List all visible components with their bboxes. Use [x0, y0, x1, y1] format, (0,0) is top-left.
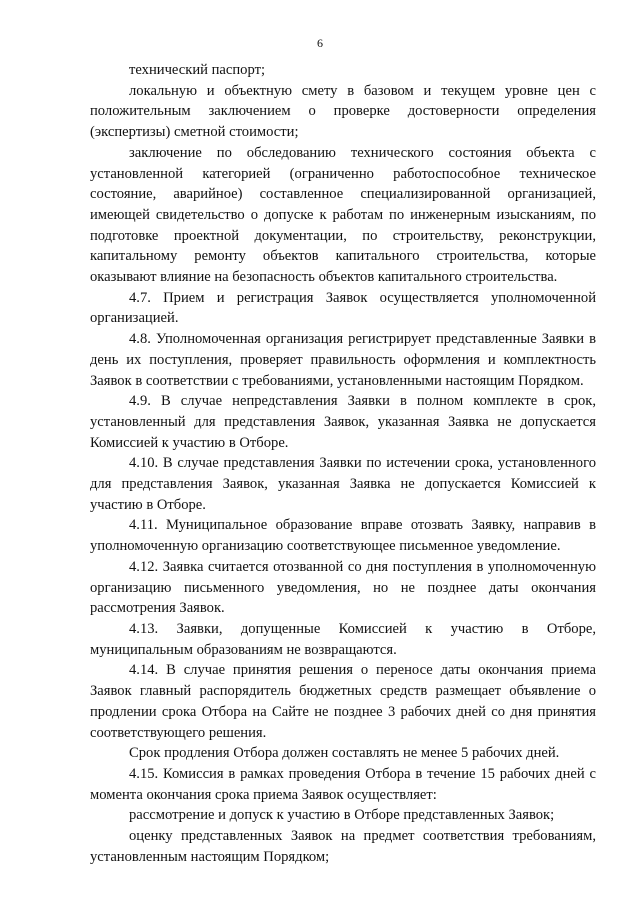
paragraph: технический паспорт; — [129, 62, 266, 78]
paragraph: оценку представленных Заявок на предмет соответствия требованиям, установленным настоящим Порядком; — [90, 828, 596, 865]
paragraph: 4.15. Комиссия в рамках проведения Отбора в течение 15 рабочих дней с момента окончания срока приема Заявок осуществляет: — [90, 765, 596, 803]
paragraph: Срок продления Отбора должен составлять не менее 5 рабочих дней. — [129, 745, 560, 762]
document-body — [90, 60, 596, 867]
paragraph: 4.9. В случае непредставления Заявки в полном комплекте в срок, установленный для представления Заявок, указанная Заявка не допускается Комиссией к участию в Отборе. — [90, 393, 596, 451]
paragraph: локальную и объектную смету в базовом и текущем уровне цен с положительным заключением о проверке достоверности определения (экспертизы) сметной стоимости; — [90, 82, 596, 141]
paragraph: 4.11. Муниципальное образование вправе отозвать Заявку, направив в уполномоченную организацию соответствующее письменное уведомление. — [90, 517, 596, 555]
paragraph: заключение по обследованию технического состояния объекта с установленной категорией (ограниченно работоспособное техническое состояние, аварийное) составленное специализированной организацией, имеющей свидетельство о допуске к работам по инженерным изысканиям, по подготовке проектной документации, по строительству, реконструкции, капитальному ремонту объектов капитального строительства, которые оказывают влияние на безопасность объектов капитального строительства. — [90, 144, 596, 286]
paragraph: 4.10. В случае представления Заявки по истечении срока, установленного для представления Заявок, указанная Заявка не допускается Комиссией к участию в Отборе. — [90, 455, 596, 513]
paragraph: рассмотрение и допуск к участию в Отборе представленных Заявок; — [129, 807, 555, 824]
paragraph: 4.12. Заявка считается отозванной со дня поступления в уполномоченную организацию письменного уведомления, но не позднее даты окончания рассмотрения Заявок. — [90, 558, 596, 617]
paragraph: 4.14. В случае принятия решения о переносе даты окончания приема Заявок главный распорядитель бюджетных средств размещает объявление о продлении срока Отбора на Сайте не позднее 3 рабочих дней со дня принятия соответствующего решения. — [90, 662, 596, 741]
page-number: 6 — [317, 36, 323, 50]
paragraph: 4.7. Прием и регистрация Заявок осуществляется уполномоченной организацией. — [90, 289, 596, 327]
paragraph: 4.13. Заявки, допущенные Комиссией к участию в Отборе, муниципальным образованиям не возвращаются. — [90, 620, 596, 658]
paragraph: 4.8. Уполномоченная организация регистрирует представленные Заявки в день их поступления, проверяет правильность оформления и комплектность Заявок в соответствии с требованиями, установленными настоящим Порядком. — [90, 331, 596, 389]
